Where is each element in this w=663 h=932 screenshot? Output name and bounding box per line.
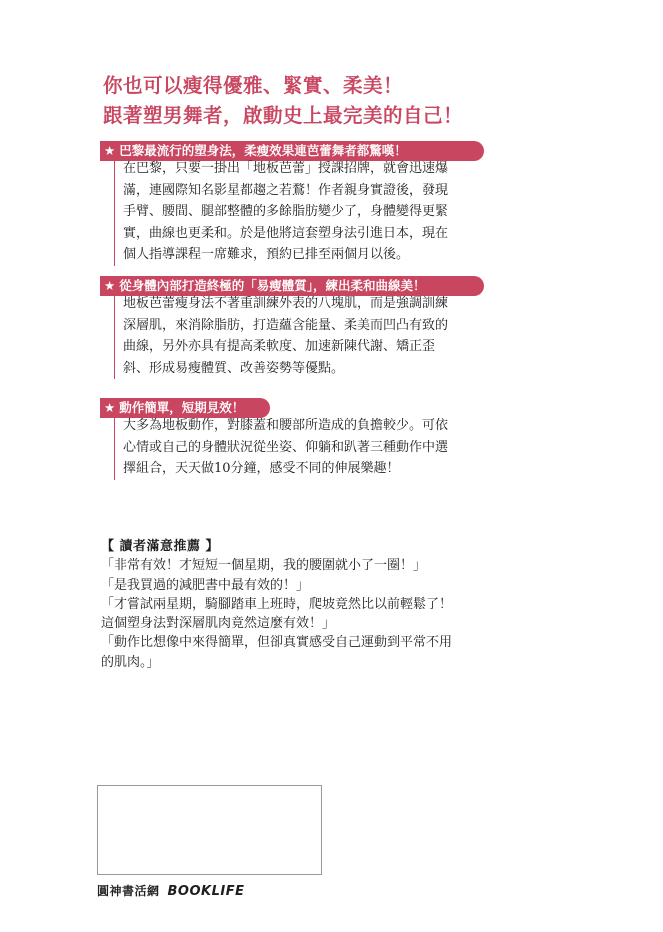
star-icon: ★: [104, 400, 116, 415]
publisher-name-cn: 圓神書活網: [97, 884, 160, 898]
section-3-line: 大多為地板動作，對膝蓋和腰部所造成的負擔較少。可依: [123, 418, 449, 433]
section-3-title: 動作簡單，短期見效！: [119, 400, 245, 415]
review-line: 「才嘗試兩星期，騎腳踏車上班時，爬坡竟然比以前輕鬆了！: [101, 596, 453, 612]
section-1-body: [114, 158, 474, 266]
section-2-line: 曲線，另外亦具有提高柔軟度、加速新陳代謝、矯正歪: [123, 339, 436, 355]
reader-reviews: [101, 537, 452, 672]
publisher-name-en: BOOKLIFE: [167, 884, 245, 899]
reviews-heading: 【 讀者滿意推薦 】: [101, 539, 220, 554]
section-1-line: 滿，連國際知名影星都趨之若鶩！作者親身實證後，發現: [123, 182, 449, 198]
section-2-line: 地板芭蕾瘦身法不著重訓練外表的八塊肌，而是強調訓練: [123, 296, 449, 311]
review-line: 這個塑身法對深層肌肉竟然這麼有效！」: [101, 616, 336, 632]
publisher-logo: [97, 880, 244, 899]
section-1-line: 在巴黎，只要一掛出「地板芭蕾」授課招牌，就會迅速爆: [123, 161, 449, 176]
review-line: 「動作比想像中來得簡單，但卻真實感受自己運動到平常不用: [101, 635, 453, 651]
section-2-line: 斜、形成易瘦體質、改善姿勢等優點。: [123, 360, 345, 376]
headline-line-1: 你也可以瘦得優雅、緊實、柔美！: [103, 74, 404, 97]
section-1-line: 個人指導課程一席難求，預約已排至兩個月以後。: [123, 247, 410, 263]
section-1-line: 手臂、腰間、腿部整體的多餘脂肪變少了，身體變得更緊: [123, 204, 449, 220]
review-line: 的肌肉。」: [101, 654, 160, 670]
section-2-body: [114, 293, 474, 379]
section-2-title: 從身體內部打造終極的「易瘦體質」，練出柔和曲線美！: [119, 278, 426, 293]
section-1-line: 實，曲線也更柔和。於是他將這套塑身法引進日本，現在: [123, 225, 449, 241]
review-line: 「是我買過的減肥書中最有效的！」: [101, 577, 310, 593]
section-1-title: 巴黎最流行的塑身法，柔瘦效果連芭蕾舞者都驚嘆！: [119, 143, 407, 158]
blank-frame: [97, 785, 322, 875]
section-3-line: 擇組合，天天做10分鐘，感受不同的伸展樂趣！: [123, 461, 400, 477]
star-icon: ★: [104, 143, 116, 158]
section-3-line: 心情或自己的身體狀況從坐姿、仰躺和趴著三種動作中選: [123, 439, 449, 455]
section-2-line: 深層肌，來消除脂肪，打造蘊含能量、柔美而凹凸有致的: [123, 317, 449, 333]
review-line: 「非常有效！才短短一個星期，我的腰圍就小了一圈！」: [101, 558, 427, 574]
headline-line-2: 跟著塑男舞者，啟動史上最完美的自己！: [103, 104, 464, 127]
section-3-body: [114, 415, 474, 480]
star-icon: ★: [104, 278, 116, 293]
